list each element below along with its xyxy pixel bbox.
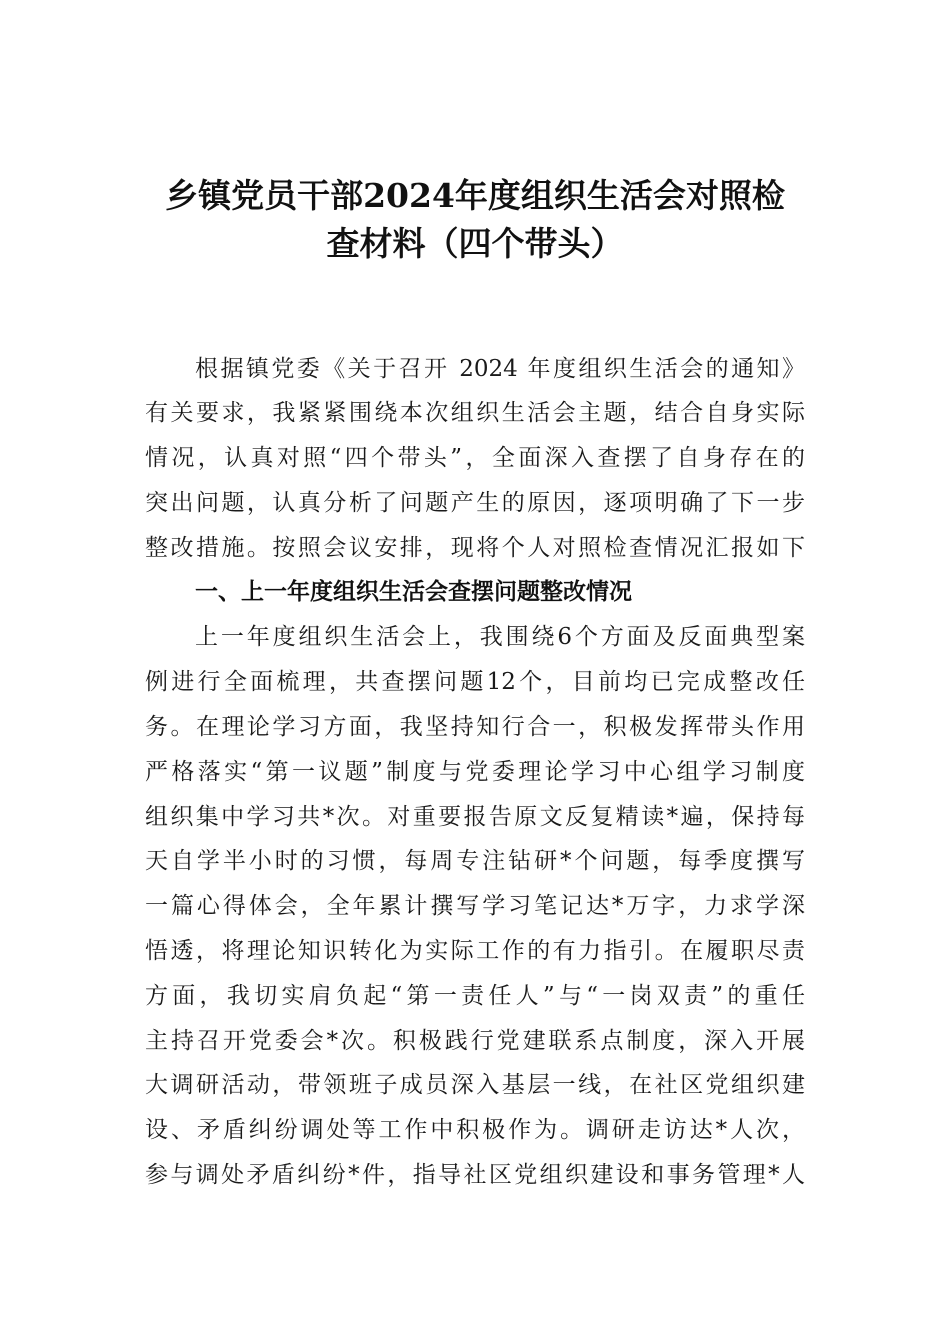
paragraph-line: 参与调处矛盾纠纷*件，指导社区党组织建设和事务管理*人	[145, 1162, 805, 1188]
paragraph-line: 例进行全面梳理，共查摆问题12个，目前均已完成整改任	[145, 669, 805, 695]
paragraph-line: 有关要求，我紧紧围绕本次组织生活会主题，结合自身实际	[145, 400, 805, 426]
paragraph-line: 根据镇党委《关于召开 2024 年度组织生活会的通知》	[195, 356, 805, 382]
paragraph-line: 方面，我切实肩负起“第一责任人”与“一岗双责”的重任	[145, 983, 805, 1009]
paragraph-line: 务。在理论学习方面，我坚持知行合一，积极发挥带头作用	[145, 714, 805, 740]
paragraph-line: 大调研活动，带领班子成员深入基层一线，在社区党组织建	[145, 1072, 805, 1098]
paragraph-line: 设、矛盾纠纷调处等工作中积极作为。调研走访达*人次，	[145, 1117, 805, 1143]
paragraph-line: 一篇心得体会，全年累计撰写学习笔记达*万字，力求学深	[145, 893, 805, 919]
paragraph-line: 组织集中学习共*次。对重要报告原文反复精读*遍，保持每	[145, 804, 805, 830]
paragraph-line: 整改措施。按照会议安排，现将个人对照检查情况汇报如下	[145, 535, 805, 561]
paragraph-line: 严格落实“第一议题”制度与党委理论学习中心组学习制度	[145, 759, 805, 785]
paragraph-line: 悟透，将理论知识转化为实际工作的有力指引。在履职尽责	[145, 938, 805, 964]
section-heading: 一、上一年度组织生活会查摆问题整改情况	[195, 579, 632, 605]
document-title-line-2: 查材料（四个带头）	[326, 224, 624, 263]
paragraph-line: 主持召开党委会*次。积极践行党建联系点制度，深入开展	[145, 1028, 805, 1054]
paragraph-line: 突出问题，认真分析了问题产生的原因，逐项明确了下一步	[145, 490, 805, 516]
paragraph-line: 天自学半小时的习惯，每周专注钻研*个问题，每季度撰写	[145, 848, 805, 874]
document-title-line-1: 乡镇党员干部2024年度组织生活会对照检	[165, 176, 785, 215]
paragraph-line: 情况，认真对照“四个带头”，全面深入查摆了自身存在的	[145, 445, 805, 471]
paragraph-line: 上一年度组织生活会上，我围绕6个方面及反面典型案	[195, 624, 805, 650]
